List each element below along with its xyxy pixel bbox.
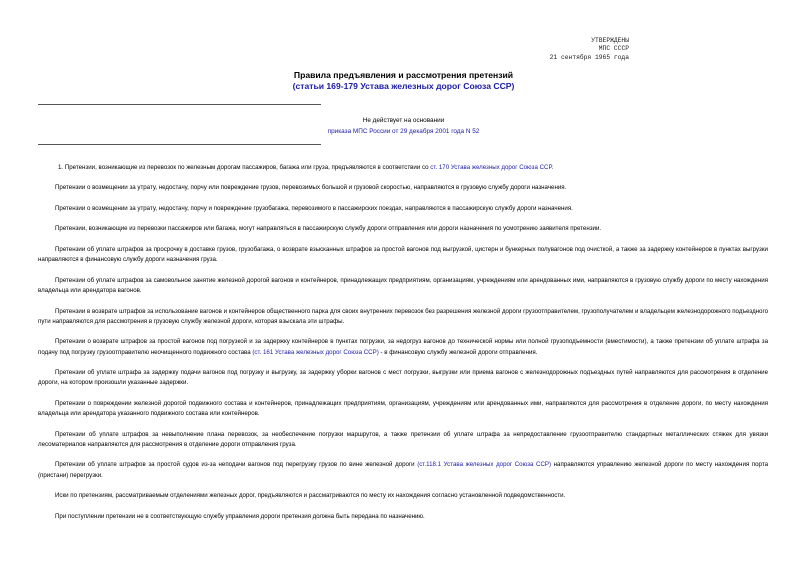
paragraph-1-text: 1. Претензии, возникающие из перевозок по железным дорогам пассажиров, багажа или груза, предъявляются в соответствии со xyxy=(58,164,429,171)
paragraph-4: Претензии, возникающие из перевозки пассажиров или багажа, могут направляться в пассажирскую службу дороги отправления или дороги назначения по усмотрению заявителя претензии. xyxy=(55,225,602,233)
article-161-link[interactable]: (ст. 161 Устава железных дорог Союза ССР) xyxy=(252,348,379,356)
approval-date: 21 сентября 1965 года xyxy=(549,53,629,61)
paragraph-2: Претензии о возмещении за утрату, недостачу, порчу или повреждение грузов, перевозимых большой и грузовой скоростью, направляются в грузовую службу дороги назначения. xyxy=(55,184,567,192)
paragraph-11: Претензии об уплате штрафов за невыполнение плана перевозок, за необеспечение погрузки маршрутов, а также претензии об уплате штрафа за непредоставление грузоотправителю стандартных металлических стяжек для увязки лесоматериалов направляются для рассмотрения в отделение дороги отправления груза. xyxy=(38,430,768,448)
title-main: Правила предъявления и рассмотрения претензий xyxy=(293,70,514,80)
title-articles-link[interactable]: (статьи 169-179 Устава железных дорог Союза ССР) xyxy=(292,81,515,91)
notice-status: Не действует на основании xyxy=(362,117,445,124)
document-body xyxy=(38,163,768,532)
article-170-link[interactable]: ст. 170 Устава железных дорог Союза ССР xyxy=(430,164,552,171)
paragraph-1-end: . xyxy=(551,164,554,171)
paragraph-12 xyxy=(38,460,768,481)
paragraph-13: Иски по претензиям, рассматриваемым отделениями железных дорог, предъявляются и рассматриваются по месту их нахождения согласно установленной подведомственности. xyxy=(55,492,566,500)
paragraph-1 xyxy=(38,163,768,173)
approval-line-2: МПС СССР xyxy=(598,45,629,53)
notice-order-link[interactable]: приказа МПС России от 29 декабря 2001 года N 52 xyxy=(327,127,480,135)
document-title xyxy=(0,70,807,92)
paragraph-6: Претензии об уплате штрафов за самовольное занятие железной дорогой вагонов и контейнеров, принадлежащих предприятиям, организациям, учреждениям или арендованных ими, направляются в грузовую службу дороги по месту нахождения владельца или арендатора вагонов. xyxy=(38,276,768,295)
article-118-1-link[interactable]: (ст.118.1 Устава железных дорог Союза ССР) xyxy=(417,461,552,469)
paragraph-5: Претензии об уплате штрафов за просрочку в доставке грузов, грузобагажа, о возврате взысканных штрафов за простой вагонов под выгрузкой, цистерн и бункерных полувагонов под очисткой, а также за задержку контейнеров в пунктах выгрузки направляются в финансовую службу дороги назначения груза. xyxy=(38,245,768,264)
divider-top xyxy=(38,104,321,105)
paragraph-8 xyxy=(38,337,768,358)
paragraph-3: Претензии о возмещении за утрату, недостачу, порчу и повреждение грузобагажа, перевозимого в пассажирских поездах, направляются в пассажирскую службу дороги назначения. xyxy=(55,204,573,212)
paragraph-9: Претензии об уплате штрафа за задержку подачи вагонов под погрузку и выгрузку, за задержку уборки вагонов с мест погрузки, выгрузки или приема вагонов с железнодорожных подъездных путей направляются для рассмотрения в отделение дороги, на котором произошли указанные задержки. xyxy=(38,369,768,387)
paragraph-10: Претензии о повреждении железной дорогой подвижного состава и контейнеров, принадлежащих предприятиям, организациям, учреждениям или арендованных ими, направляются для рассмотрения в отделение дороги, по месту нахождения владельца или арендатора указанного подвижного состава или контейнеров. xyxy=(38,399,768,418)
approval-stamp xyxy=(550,37,629,62)
paragraph-7: Претензии в возврате штрафов за использование вагонов и контейнеров общественного парка для своих внутренних перевозок без разрешения железной дороги грузоотправителем, грузополучателем и владельцем железнодорожного подъездного пути направляются для рассмотрения в грузовую службу железной дороги, которая взыскала эти штрафы. xyxy=(38,307,768,325)
paragraph-8-end: - в финансовую службу железной дороги отправления. xyxy=(380,348,538,356)
paragraph-14: При поступлении претензии не в соответствующую службу управления дороги претензия должна быть передана по назначению. xyxy=(55,512,425,520)
divider-bottom xyxy=(38,144,321,145)
paragraph-12-end: направляются управлению железной дороги по месту нахождения порта (пристани) перегрузки. xyxy=(38,461,768,479)
approval-line-1: УТВЕРЖДЕНЫ xyxy=(591,37,629,44)
paragraph-12-text: Претензии об уплате штрафов за простой судов из-за неподачи вагонов под перегрузку грузов по вине железной дороги xyxy=(55,461,415,469)
paragraph-8-text: Претензии о возврате штрафов за простой вагонов под погрузкой и за задержку контейнеров в пунктах погрузки, за недогруз вагонов до технической нормы или полной грузоподъемности (вместимости), а также претензии об уплате штрафа за подачу под погрузку грузоотправителю неочищенного подвижного состава xyxy=(38,338,768,356)
validity-notice xyxy=(0,116,807,137)
